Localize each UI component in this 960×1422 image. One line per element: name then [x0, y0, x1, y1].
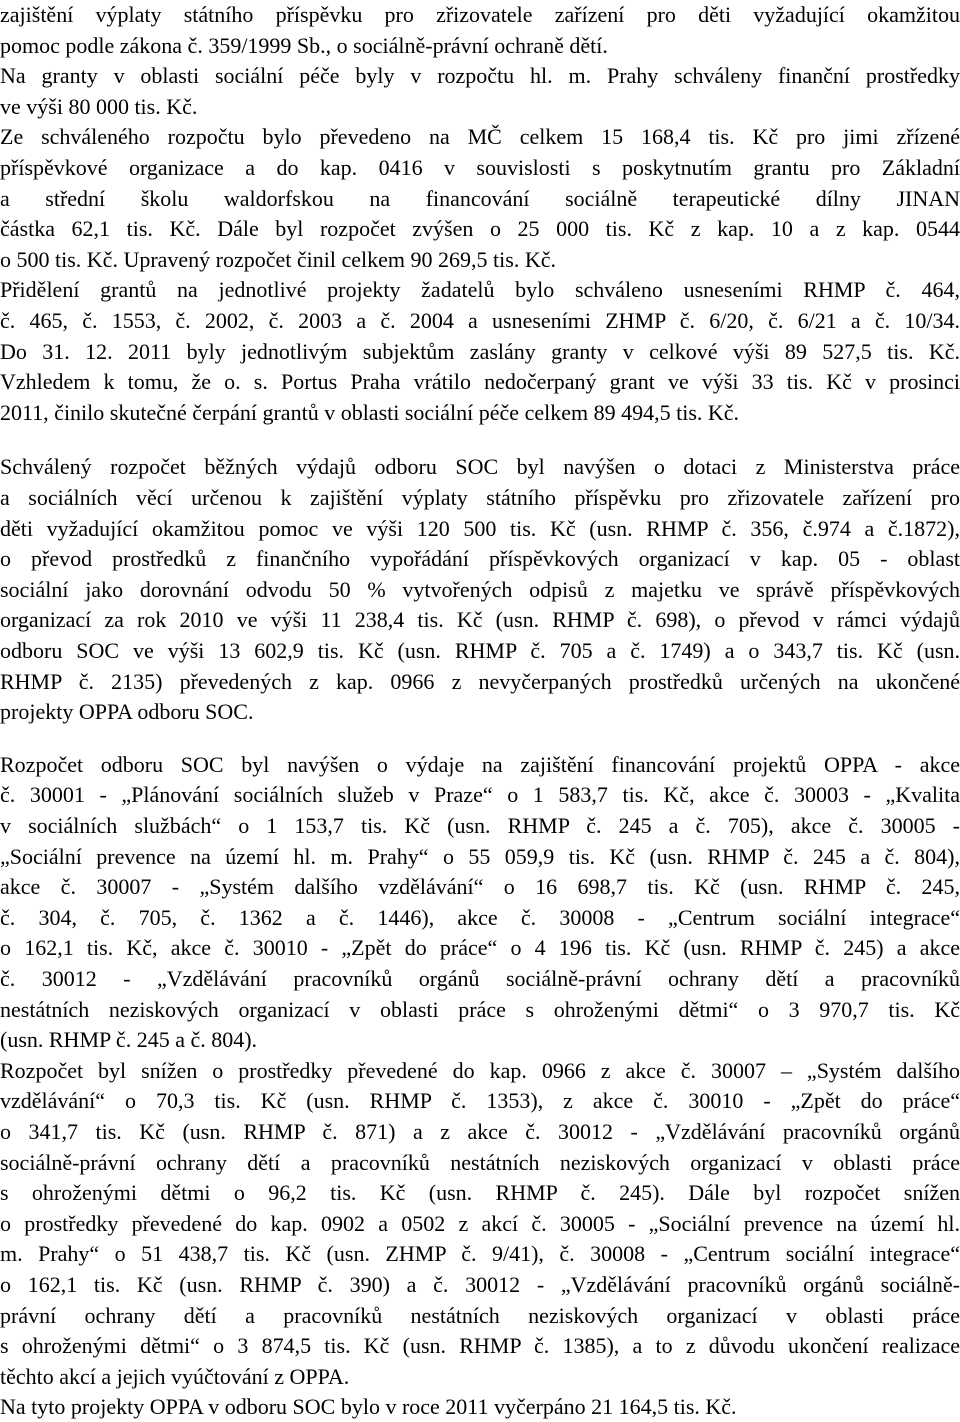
- text-line: a střední školu waldorfskou na financování sociálně terapeutické dílny JINAN: [0, 186, 960, 211]
- text-line: o 162,1 tis. Kč (usn. RHMP č. 390) a č. 30012 - „Vzdělávání pracovníků orgánů sociálně-: [0, 1272, 960, 1297]
- text-line: 2011, činilo skutečné čerpání grantů v oblasti sociální péče celkem 89 494,5 tis. Kč.: [0, 400, 740, 425]
- text-line: pomoc podle zákona č. 359/1999 Sb., o sociálně-právní ochraně dětí.: [0, 33, 608, 58]
- text-line: zajištění výplaty státního příspěvku pro zřizovatele zařízení pro děti vyžadující okamžitou: [0, 2, 960, 27]
- text-line: Schválený rozpočet běžných výdajů odboru SOC byl navýšen o dotaci z Ministerstva práce: [0, 454, 960, 479]
- text-line: akce č. 30007 - „Systém dalšího vzdělávání“ o 16 698,7 tis. Kč (usn. RHMP č. 245,: [0, 874, 960, 899]
- text-line: nestátních neziskových organizací v oblasti práce s ohroženými dětmi“ o 3 970,7 tis. Kč: [0, 997, 960, 1022]
- text-line: těchto akcí a jejich vyúčtování z OPPA.: [0, 1364, 350, 1389]
- text-line: v sociálních službách“ o 1 153,7 tis. Kč (usn. RHMP č. 245 a č. 705), akce č. 30005 -: [0, 813, 960, 838]
- text-line: m. Prahy“ o 51 438,7 tis. Kč (usn. ZHMP č. 9/41), č. 30008 - „Centrum sociální integrace“: [0, 1241, 960, 1266]
- text-line: ve výši 80 000 tis. Kč.: [0, 94, 198, 119]
- text-line: právní ochrany dětí a pracovníků nestátních neziskových organizací v oblasti práce: [0, 1303, 960, 1328]
- text-line: organizací za rok 2010 ve výši 11 238,4 tis. Kč (usn. RHMP č. 698), o převod v rámci výdajů: [0, 607, 960, 632]
- text-line: o 500 tis. Kč. Upravený rozpočet činil celkem 90 269,5 tis. Kč.: [0, 247, 556, 272]
- text-line: č. 304, č. 705, č. 1362 a č. 1446), akce č. 30008 - „Centrum sociální integrace“: [0, 905, 960, 930]
- text-line: o 341,7 tis. Kč (usn. RHMP č. 871) a z akce č. 30012 - „Vzdělávání pracovníků orgánů: [0, 1119, 960, 1144]
- text-line: č. 30001 - „Plánování sociálních služeb v Praze“ o 1 583,7 tis. Kč, akce č. 30003 - „Kvalita: [0, 782, 960, 807]
- text-line: Do 31. 12. 2011 byly jednotlivým subjektům zaslány granty v celkové výši 89 527,5 tis. Kč.: [0, 339, 960, 364]
- text-line: a sociálních věcí určenou k zajištění výplaty státního příspěvku pro zřizovatele zařízení pro: [0, 485, 960, 510]
- text-line: (usn. RHMP č. 245 a č. 804).: [0, 1027, 258, 1052]
- text-line: o převod prostředků z finančního vypořádání příspěvkových organizací v kap. 05 - oblast: [0, 546, 960, 571]
- text-line: sociálně-právní ochrany dětí a pracovníků nestátních neziskových organizací v oblasti práce: [0, 1150, 960, 1175]
- text-line: „Sociální prevence na území hl. m. Prahy“ o 55 059,9 tis. Kč (usn. RHMP č. 245 a č. 804),: [0, 844, 960, 869]
- text-line: Rozpočet odboru SOC byl navýšen o výdaje na zajištění financování projektů OPPA - akce: [0, 752, 960, 777]
- text-line: sociální jako dorovnání odvodu 50 % vytvořených odpisů z majetku ve správě příspěvkových: [0, 577, 960, 602]
- text-line: o 162,1 tis. Kč, akce č. 30010 - „Zpět do práce“ o 4 196 tis. Kč (usn. RHMP č. 245) a akce: [0, 935, 960, 960]
- text-line: Vzhledem k tomu, že o. s. Portus Praha vrátilo nedočerpaný grant ve výši 33 tis. Kč v prosinci: [0, 369, 960, 394]
- text-line: č. 465, č. 1553, č. 2002, č. 2003 a č. 2004 a usneseními ZHMP č. 6/20, č. 6/21 a č. 10/34.: [0, 308, 960, 333]
- text-line: RHMP č. 2135) převedených z kap. 0966 z nevyčerpaných prostředků určených na ukončené: [0, 669, 960, 694]
- text-line: o prostředky převedené do kap. 0902 a 0502 z akcí č. 30005 - „Sociální prevence na území hl.: [0, 1211, 960, 1236]
- text-line: Rozpočet byl snížen o prostředky převedené do kap. 0966 z akce č. 30007 – „Systém dalšího: [0, 1058, 960, 1083]
- text-line: s ohroženými dětmi“ o 3 874,5 tis. Kč (usn. RHMP č. 1385), a to z důvodu ukončení realizace: [0, 1333, 960, 1358]
- text-line: Ze schváleného rozpočtu bylo převedeno na MČ celkem 15 168,4 tis. Kč pro jimi zřízené: [0, 124, 960, 149]
- text-line: vzdělávání“ o 70,3 tis. Kč (usn. RHMP č. 1353), z akce č. 30010 - „Zpět do práce“: [0, 1088, 960, 1113]
- text-line: Přidělení grantů na jednotlivé projekty žadatelů bylo schváleno usneseními RHMP č. 464,: [0, 277, 960, 302]
- text-line: č. 30012 - „Vzdělávání pracovníků orgánů sociálně-právní ochrany dětí a pracovníků: [0, 966, 960, 991]
- text-line: s ohroženými dětmi o 96,2 tis. Kč (usn. RHMP č. 245). Dále byl rozpočet snížen: [0, 1180, 960, 1205]
- text-line: projekty OPPA odboru SOC.: [0, 699, 254, 724]
- text-line: Na tyto projekty OPPA v odboru SOC bylo v roce 2011 vyčerpáno 21 164,5 tis. Kč.: [0, 1394, 737, 1419]
- text-line: Na granty v oblasti sociální péče byly v rozpočtu hl. m. Prahy schváleny finanční prostředky: [0, 63, 960, 88]
- text-line: odboru SOC ve výši 13 602,9 tis. Kč (usn. RHMP č. 705 a č. 1749) a o 343,7 tis. Kč (usn.: [0, 638, 960, 663]
- text-line: částka 62,1 tis. Kč. Dále byl rozpočet zvýšen o 25 000 tis. Kč z kap. 10 a z kap. 0544: [0, 216, 960, 241]
- text-line: příspěvkové organizace a do kap. 0416 v souvislosti s poskytnutím grantu pro Základní: [0, 155, 960, 180]
- text-line: děti vyžadující okamžitou pomoc ve výši 120 500 tis. Kč (usn. RHMP č. 356, č.974 a č.1872),: [0, 516, 960, 541]
